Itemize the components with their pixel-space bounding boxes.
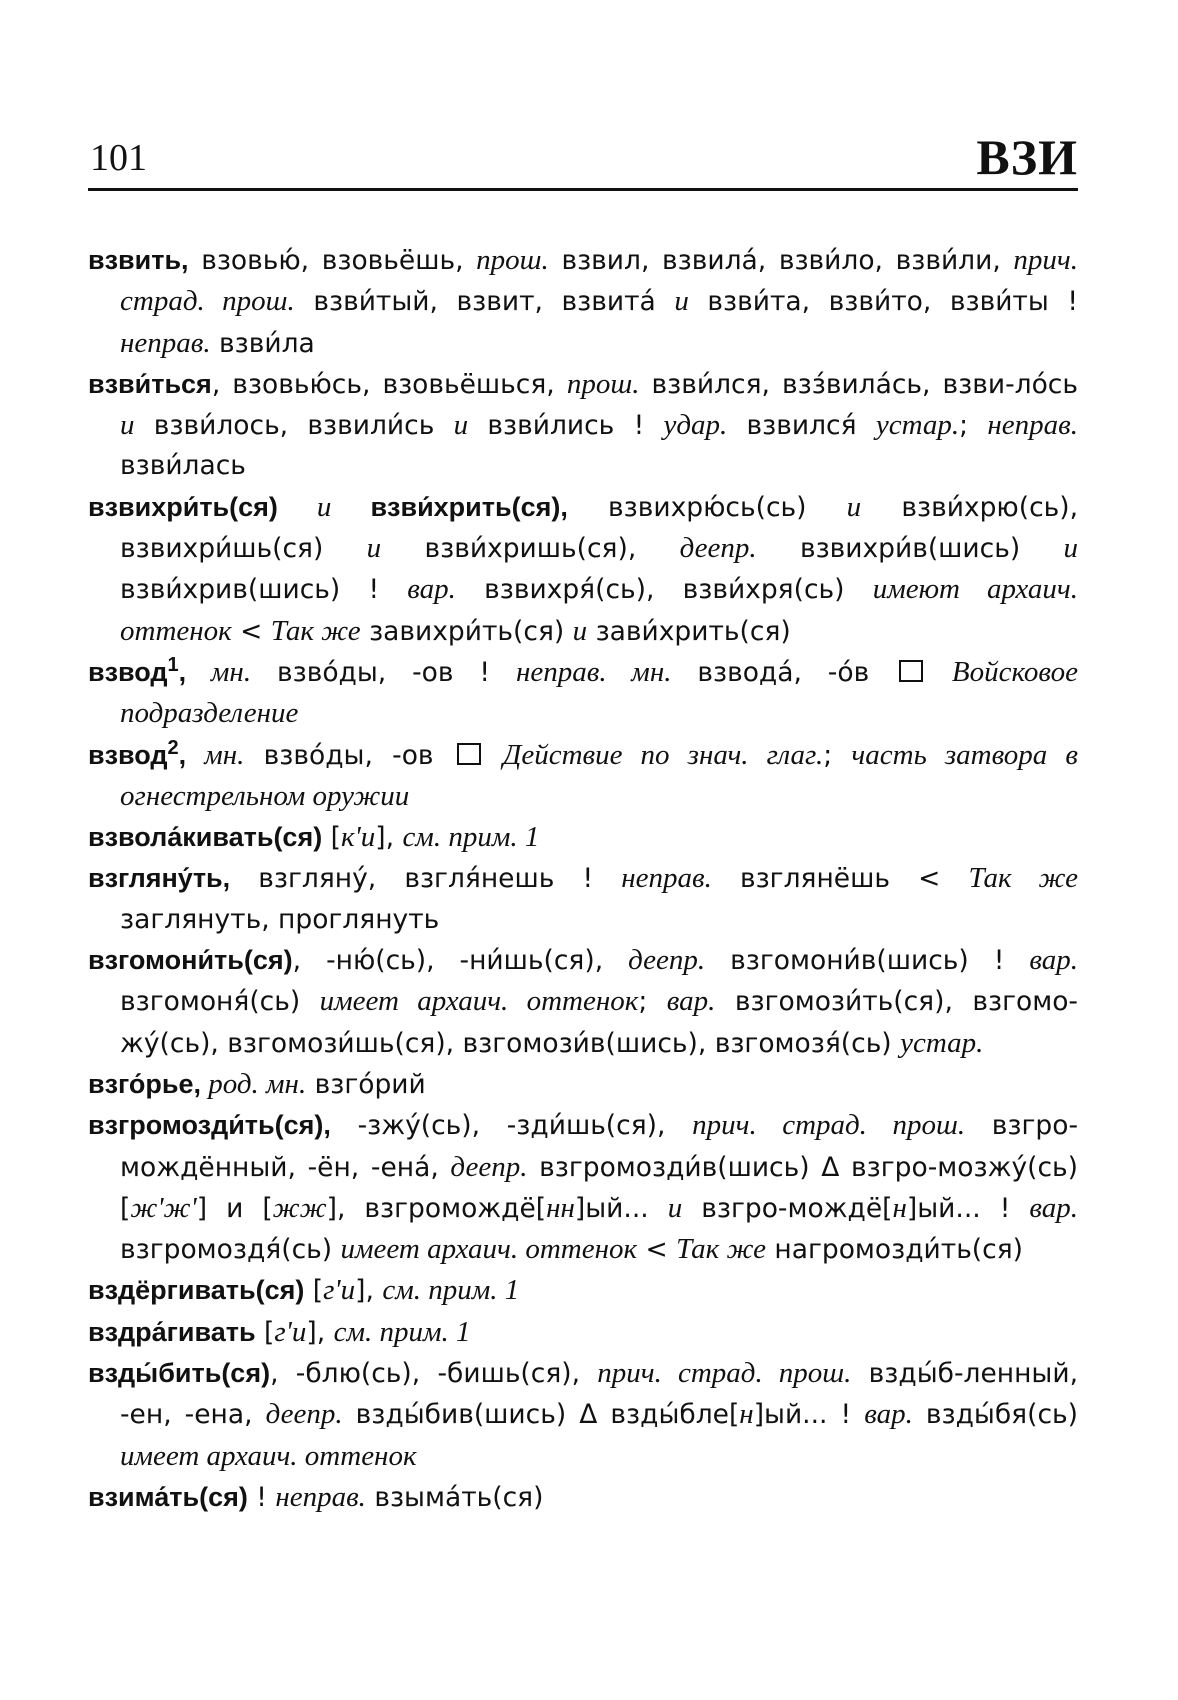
grammar-label: прош. [476,244,549,276]
entry-text: взгомони́в(шись) ! [705,945,1030,977]
dictionary-entry [88,1105,1078,1270]
entry-text: взво́ды, -ов [244,739,453,771]
grammar-label: вар. [864,1398,913,1431]
entry-text: взви́лось, взвили́сь [134,410,454,442]
entry-text: взглянёшь < [711,863,969,895]
entry-text: нагромозди́ть(ся) [765,1234,1023,1266]
definition-box-icon [457,743,481,765]
entry-text: взгромоздя́(сь) [120,1234,341,1266]
entry-text: ] и [ [196,1192,273,1224]
dictionary-entry [88,1064,1078,1105]
grammar-label: г'и [274,1315,307,1348]
grammar-label: неправ. мн. [515,655,672,688]
entry-text: взды́бив(шись) Δ взды́бле[ [342,1399,740,1431]
grammar-label: неправ. [987,409,1078,442]
entries-list [88,240,1078,1518]
entry-text: взви́тый, взвит, взвита́ [294,286,675,318]
entry-text: взыма́ть(ся) [365,1481,544,1513]
header-rule [88,188,1078,191]
entry-text: ], [306,1316,334,1348]
entry-text: [ [255,1316,275,1348]
grammar-label: г'и [323,1274,356,1307]
entry-text: взвихрю́сь(сь) [567,491,847,523]
grammar-label: н [892,1191,907,1224]
entry-text: взви́хрю(сь), взвихри́шь(ся) [120,491,1079,565]
definition-box-icon [899,660,923,682]
dictionary-entry [88,364,1078,487]
grammar-label: устар. [875,409,960,442]
grammar-label: вар. [1029,944,1078,977]
headword: взви́ться [88,368,212,399]
dictionary-entry [88,1270,1078,1311]
dictionary-entry [88,487,1078,652]
entry-text: взви́лись ! [468,410,664,442]
grammar-label: к'и [340,821,376,854]
grammar-label: и [366,532,382,565]
grammar-label: прич. страд. прош. [692,1109,966,1142]
grammar-label: и [277,490,371,523]
grammar-label: неправ. [275,1480,366,1513]
entry-text: , -блю(сь), -бишь(ся), [270,1358,598,1390]
entry-text: ]ый... [574,1192,668,1224]
entry-text: взды́бя(сь) [912,1399,1078,1431]
headword: взвола́кивать(ся) [88,822,323,853]
headword: взви́хрить(ся), [370,491,568,522]
entry-text: ; [638,986,667,1018]
grammar-label: имеет архаич. оттенок [319,985,639,1018]
grammar-label: прош. [566,367,640,400]
headword: взвод [88,656,168,687]
entry-text: завихри́ть(ся) [360,615,573,647]
grammar-label: и [846,490,862,523]
grammar-label: деепр. [679,532,757,565]
entry-text: ; [959,410,988,442]
grammar-label: и [453,409,469,442]
entry-text: < [637,1234,677,1266]
entry-text: , -ню́(сь), -ни́шь(ся), [292,945,629,977]
grammar-label: Войсковое подразделение [120,655,1078,730]
grammar-label: и [1063,532,1079,565]
entry-text: взды́б-ленный, -ен, -ена, [120,1358,1078,1431]
dictionary-entry [88,652,1078,735]
dictionary-entry [88,1477,1078,1518]
grammar-label: нн [546,1191,575,1224]
grammar-label: имеет архаич. оттенок [120,1439,417,1472]
grammar-label: прич. страд. прош. [120,244,1078,318]
grammar-label: мн. [186,655,252,688]
grammar-label: деепр. [450,1150,528,1183]
grammar-label: род. мн. [201,1067,307,1100]
headword: взгляну́ть, [88,863,231,894]
headword: взвод [88,739,168,770]
entry-text: взви́лся, взз́вила́сь, взви-ло́сь [639,368,1078,400]
entry-text: -зжу́(сь), -зди́шь(ся), [330,1110,693,1142]
grammar-label: имеют архаич. оттенок [120,573,1079,647]
entry-text: [ [322,822,341,854]
headword: взго́рье, [88,1068,202,1099]
dictionary-entry [88,240,1078,364]
entry-text: взвихри́в(шись) [756,533,1064,565]
grammar-label: удар. [663,409,728,442]
entry-text: ], [355,1275,383,1307]
grammar-label: прич. страд. прош. [597,1357,852,1390]
page-number: 101 [90,137,147,179]
entry-text: взгромозди́в(шись) Δ взгро-мозжу́(сь) [ [120,1151,1078,1224]
grammar-label: и [120,409,135,442]
entry-text: зави́хрить(ся) [587,615,791,647]
headword: , [178,656,187,687]
homonym-number: 2 [167,736,179,759]
grammar-label: неправ. [621,862,712,895]
grammar-label: см. прим. 1 [333,1315,471,1348]
headword: взвихри́ть(ся) [88,491,278,522]
entry-text: ! [247,1481,276,1513]
entry-text: взви́хрив(шись) ! [120,574,408,606]
headword: взима́ть(ся) [88,1481,248,1512]
dictionary-entry [88,735,1078,818]
entry-text: взвил, взвила́, взви́ло, взви́ли, [548,245,1014,276]
grammar-label: Так же [968,862,1078,895]
entry-text: , взовью́сь, взовьёшься, [211,368,567,400]
headword: взгомони́ть(ся) [88,945,293,976]
grammar-label: см. прим. 1 [382,1274,520,1307]
page-header [88,128,1078,188]
grammar-label: неправ. [120,326,211,359]
entry-text: [ [304,1275,324,1307]
grammar-label: вар. [666,985,716,1018]
grammar-label: вар. [407,573,456,606]
entry-text: ]ый... ! [906,1192,1030,1224]
grammar-label: вар. [1029,1191,1079,1224]
grammar-label: Так же [270,614,361,647]
entry-text: заглянуть, проглянуть [120,903,440,935]
entry-text: взви́та, взви́то, взви́ты ! [688,286,1078,318]
headword: взды́бить(ся) [88,1358,271,1389]
headword: вздёргивать(ся) [88,1275,305,1306]
entry-text: ], [375,822,403,854]
entry-text: взгро-мождё[ [682,1192,893,1224]
grammar-label: и [674,285,689,318]
dictionary-entry [88,858,1078,940]
grammar-label: жж [272,1191,327,1224]
grammar-label: и [667,1191,683,1224]
grammar-label: имеет архаич. оттенок [340,1233,638,1266]
entry-text: взго́рий [306,1068,426,1100]
grammar-label: н [739,1398,754,1431]
grammar-label: деепр. [628,944,706,977]
dictionary-entry [88,1353,1078,1477]
homonym-number: 1 [167,654,179,677]
headword: взгромозди́ть(ся), [88,1110,331,1141]
entry-text: взвился́ [727,410,876,442]
grammar-label: мн. [186,738,245,771]
headword: взвить, [88,245,189,275]
entry-text: взовью́, взовьёшь, [188,245,477,276]
grammar-label: и [572,614,588,647]
dictionary-entry [88,1312,1078,1353]
entry-text: взво́ды, -ов ! [251,656,516,688]
entry-text: ; [823,739,852,771]
entry-text: взви́ла [210,327,315,359]
entry-text: взгомози́ть(ся), взгомо-жу́(сь), взгомози́шь(ся), взгомози́в(шись), взгомозя́(сь) [120,986,1078,1059]
entry-text: ]ый... ! [753,1399,865,1431]
entry-text: взгомоня́(сь) [120,986,320,1018]
dictionary-entry [88,940,1078,1064]
entry-text: < [231,615,271,647]
grammar-label: см. прим. 1 [402,821,540,854]
headword: , [178,739,187,770]
entry-text: взви́лась [120,450,246,482]
grammar-label: Так же [676,1233,766,1266]
running-head: ВЗИ [976,129,1078,185]
grammar-label: устар. [900,1026,984,1059]
entry-text: взвихря́(сь), взви́хря(сь) [455,574,873,606]
grammar-label: деепр. [265,1398,343,1431]
entry-text: взгляну́, взгля́нешь ! [230,863,622,895]
headword: вздра́гивать [88,1316,256,1347]
dictionary-entry [88,817,1078,858]
entry-text: ], взгромождё[ [326,1192,547,1224]
entry-text: взвода́, -о́в [671,656,896,688]
entry-text: взви́хришь(ся), [381,533,680,565]
grammar-label: ж'ж' [130,1191,197,1224]
entry-text: взгро-мождённый, -ён, -ена́, [120,1110,1079,1183]
grammar-label: Действие по знач. глаг. [484,738,824,771]
grammar-label: часть затвора в огнестрельном оружии [120,738,1078,812]
